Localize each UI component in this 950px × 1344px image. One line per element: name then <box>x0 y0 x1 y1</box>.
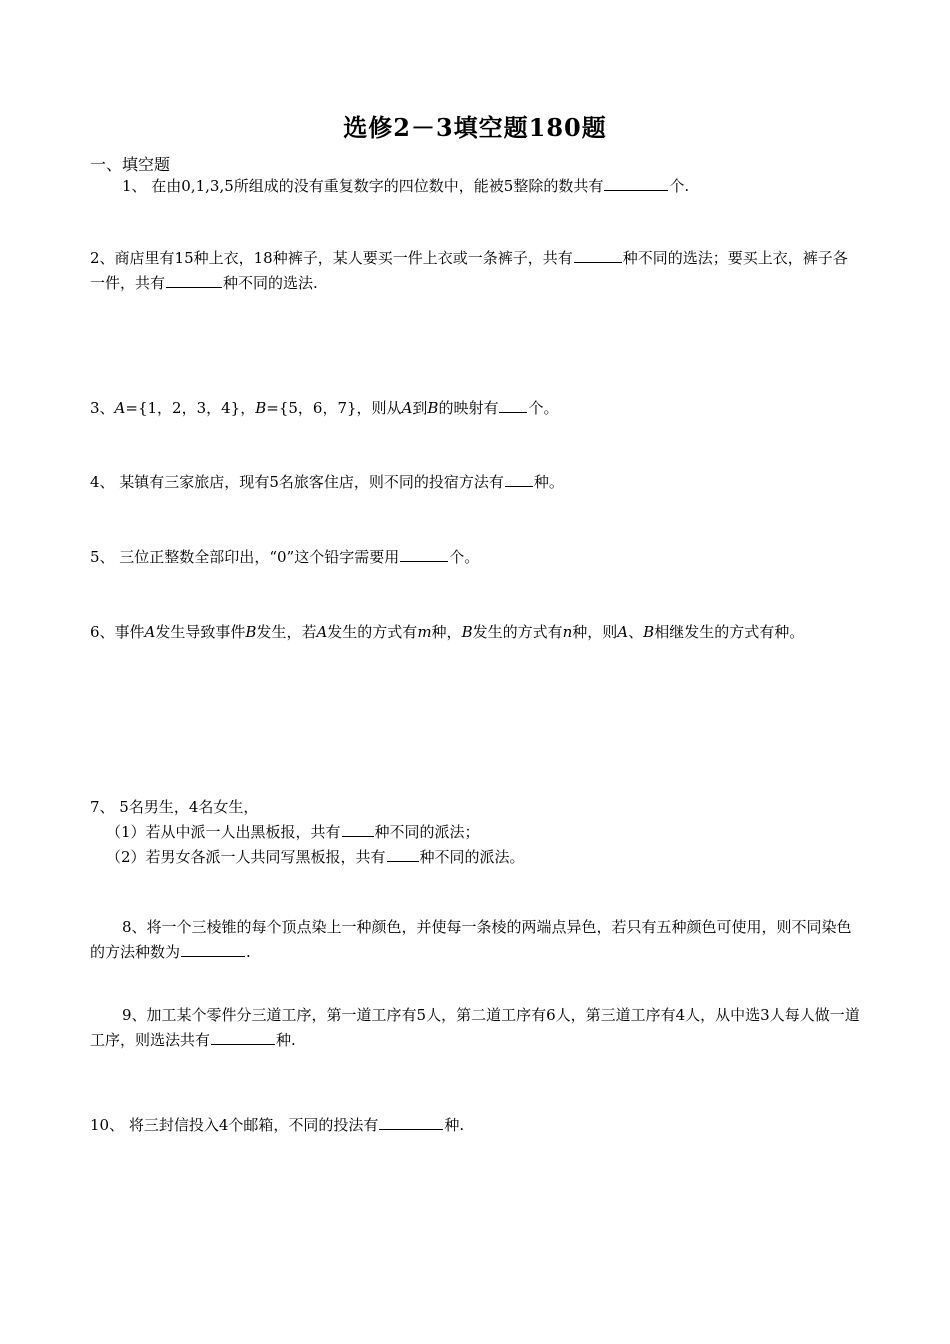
question-2: 2、商店里有15种上衣，18种裤子，某人要买一件上衣或一条裤子，共有 种不同的选法；要买上衣，裤子各一件，共有 种不同的选法. <box>90 249 848 292</box>
question-7 <box>90 795 862 870</box>
question-7-part-2: （2）若男女各派一人共同写黑板报，共有 种不同的派法。 <box>106 848 525 866</box>
question-5: 5、 三位正整数全部印出，“0”这个铅字需要用 个。 <box>90 548 480 566</box>
question-4: 4、 某镇有三家旅店，现有5名旅客住店，则不同的投宿方法有 种。 <box>90 473 564 491</box>
question-3: 3、A={1，2，3，4}，B={5，6，7}，则从A到B的映射有 个。 <box>90 399 559 417</box>
answer-blank[interactable] <box>574 248 622 263</box>
question-6: 6、事件A发生导致事件B发生，若A发生的方式有m种，B发生的方式有n种，则A、B相继发生的方式有种。 <box>90 623 805 641</box>
answer-blank[interactable] <box>499 398 527 413</box>
answer-blank[interactable] <box>400 547 448 562</box>
answer-blank[interactable] <box>211 1030 275 1045</box>
answer-blank[interactable] <box>379 1115 443 1130</box>
section-heading: 一、填空题 <box>90 155 171 174</box>
answer-blank[interactable] <box>166 273 222 288</box>
question-8: 8、将一个三棱锥的每个顶点染上一种颜色，并使每一条棱的两端点异色，若只有五种颜色可使用，则不同染色的方法种数为 . <box>90 918 852 961</box>
question-10: 10、 将三封信投入4个邮箱，不同的投法有 种. <box>90 1116 465 1134</box>
question-7-head: 7、 5名男生，4名女生， <box>90 798 259 816</box>
answer-blank[interactable] <box>387 847 419 862</box>
question-1: 1、 在由0,1,3,5所组成的没有重复数字的四位数中，能被5整除的数共有 个. <box>122 177 690 195</box>
answer-blank[interactable] <box>505 472 533 487</box>
question-7-part-1: （1）若从中派一人出黑板报，共有 种不同的派法； <box>106 823 480 841</box>
answer-blank[interactable] <box>342 822 374 837</box>
answer-blank[interactable] <box>181 942 245 957</box>
question-9: 9、加工某个零件分三道工序，第一道工序有5人，第二道工序有6人，第三道工序有4人，从中选3人每人做一道工序，则选法共有 种. <box>90 1006 860 1049</box>
answer-blank[interactable] <box>604 176 668 191</box>
page-title: 选修2－3填空题180题 <box>343 113 607 142</box>
